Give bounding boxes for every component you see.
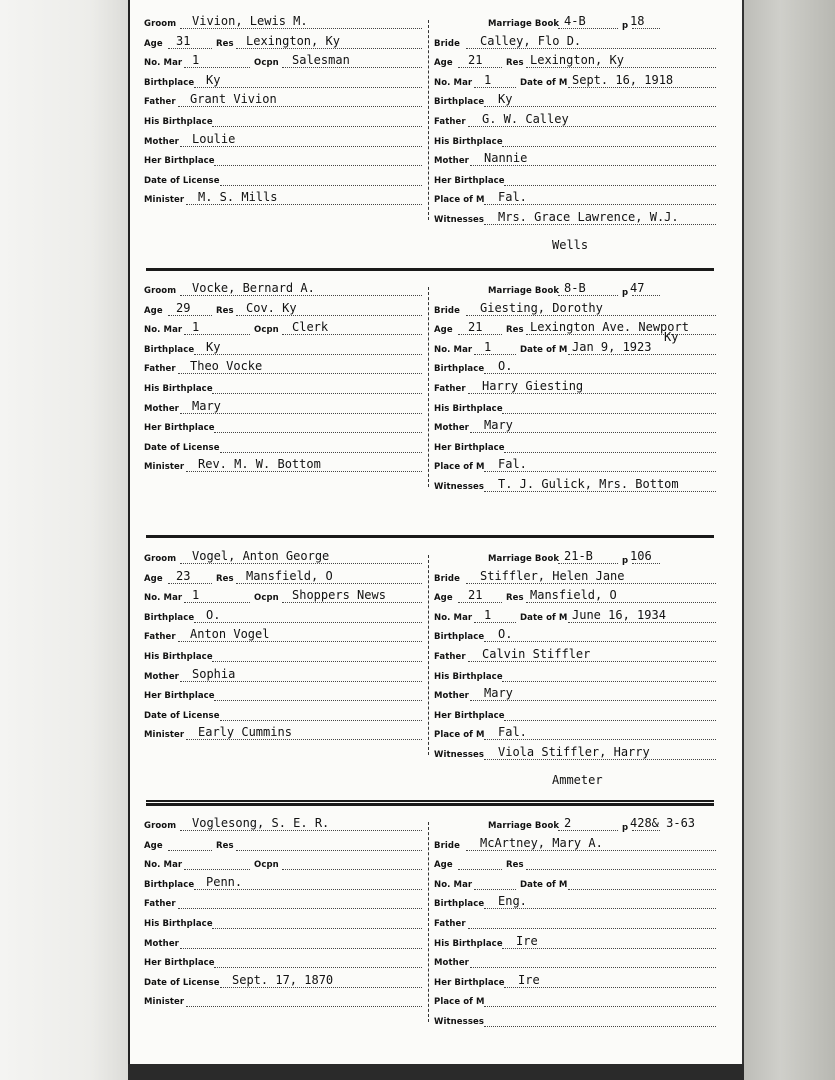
bride-mother-label: Mother	[434, 958, 469, 969]
marriage-book-label: Marriage Book	[488, 286, 560, 296]
groom-age-label: Age	[144, 38, 163, 49]
bride-res-label: Res	[506, 860, 524, 871]
groom-res-line	[236, 315, 422, 316]
groom-mother-value: Sophia	[192, 666, 236, 681]
bride-father-label: Father	[434, 919, 466, 929]
bride-place-of-m-value: Fal.	[498, 457, 527, 472]
groom-age-line	[168, 850, 212, 851]
groom-no_mar-line	[184, 869, 250, 870]
groom-ocpn-label: Ocpn	[254, 860, 279, 871]
marriage-book-page-label: p	[622, 21, 629, 31]
groom-father-label: Father	[144, 97, 176, 108]
groom-name-value: Vivion, Lewis M.	[192, 14, 308, 28]
groom-ocpn-value: Clerk	[292, 320, 329, 335]
bride-place-of-m-line	[484, 471, 716, 472]
groom-ocpn-label: Ocpn	[254, 325, 279, 336]
marriage-book-line	[558, 295, 618, 296]
groom-his-birthplace-line	[212, 928, 422, 929]
groom-his-birthplace-line	[212, 661, 422, 662]
marriage-book-page-label: p	[622, 556, 629, 566]
bride-birthplace-line	[484, 908, 716, 909]
bride-witnesses-line	[484, 1026, 716, 1027]
bride-father-value: Calvin Stiffler	[482, 647, 591, 661]
bride-no-mar-line	[474, 87, 516, 88]
bride-witnesses-label: Witnesses	[434, 1017, 485, 1027]
bride-his-birthplace-label: His Birthplace	[434, 403, 503, 414]
groom-mother-label: Mother	[144, 938, 179, 949]
bride-age-label: Age	[434, 58, 453, 69]
marriage-book-page-value: 106	[630, 549, 652, 563]
groom-birthplace-value: Ky	[206, 339, 221, 354]
bride-bride-line	[466, 48, 716, 49]
column-divider	[428, 20, 430, 220]
groom-res-value: Cov. Ky	[246, 300, 297, 315]
marriage-book-page-label: p	[622, 823, 629, 833]
groom-groom-line	[180, 28, 422, 29]
bride-name-value: McArtney, Mary A.	[480, 835, 603, 850]
groom-age-line	[168, 315, 212, 316]
groom-birthplace-label: Birthplace	[144, 612, 195, 623]
marriage-book-label: Marriage Book	[488, 19, 560, 29]
bride-father-line	[468, 126, 716, 127]
groom-mother-label: Mother	[144, 136, 179, 147]
marriage-book-value: 21-B	[564, 549, 593, 563]
groom-groom-line	[180, 830, 422, 831]
bride-bride-line	[466, 850, 716, 851]
bride-bride-label: Bride	[434, 840, 460, 851]
groom-date-of-license-line	[220, 452, 422, 453]
marriage-book-value: 4-B	[564, 14, 586, 28]
groom-birthplace-label: Birthplace	[144, 77, 195, 88]
record-card	[128, 0, 744, 1072]
bride-no-mar-line	[474, 354, 516, 355]
groom-res-line	[236, 850, 422, 851]
groom-groom-label: Groom	[144, 19, 177, 29]
bride-age-value: 21	[468, 53, 483, 68]
groom-her-birthplace-line	[214, 432, 422, 433]
groom-res-line	[236, 583, 422, 584]
page-bottom-edge	[128, 1064, 744, 1080]
groom-date-of-license-value: Sept. 17, 1870	[232, 972, 334, 987]
groom-no_mar-line	[184, 602, 250, 603]
groom-her-birthplace-label: Her Birthplace	[144, 691, 215, 702]
bride-date-of-m-value: Jan 9, 1923	[572, 339, 652, 354]
groom-name-value: Vocke, Bernard A.	[192, 281, 315, 295]
bride-place-of-m-value: Fal.	[498, 190, 527, 205]
bride-birthplace-value: Eng.	[498, 894, 527, 909]
bride-age-line	[458, 67, 502, 68]
bride-mother-label: Mother	[434, 156, 469, 167]
bride-his-birthplace-label: His Birthplace	[434, 671, 503, 682]
bride-date-of-m-value: June 16, 1934	[572, 607, 666, 622]
groom-minister-value: M. S. Mills	[198, 190, 278, 205]
bride-birthplace-value: O.	[498, 359, 513, 374]
bride-date-of-m-value: Sept. 16, 1918	[572, 72, 674, 87]
groom-father-line	[178, 373, 422, 374]
bride-witnesses-line	[484, 491, 716, 492]
bride-age-line	[458, 869, 502, 870]
groom-his-birthplace-line	[212, 126, 422, 127]
groom-age-label: Age	[144, 573, 163, 584]
groom-res-label: Res	[216, 305, 234, 316]
groom-his-birthplace-label: His Birthplace	[144, 919, 213, 929]
groom-minister-line	[186, 1006, 422, 1007]
marriage-book-page-value: 47	[630, 281, 645, 295]
bride-no-mar-line	[474, 889, 516, 890]
bride-birthplace-line	[484, 373, 716, 374]
bride-witnesses-line	[484, 759, 716, 760]
record-separator	[146, 268, 714, 271]
groom-ocpn-label: Ocpn	[254, 593, 279, 604]
groom-birthplace-line	[194, 354, 422, 355]
groom-minister-label: Minister	[144, 195, 185, 206]
bride-res-label: Res	[506, 593, 524, 604]
groom-res-line	[236, 48, 422, 49]
bride-father-line	[468, 661, 716, 662]
bride-her-birthplace-line	[504, 987, 716, 988]
groom-minister-value: Rev. M. W. Bottom	[198, 457, 321, 472]
groom-age-value: 29	[176, 300, 191, 315]
bride-her-birthplace-label: Her Birthplace	[434, 977, 505, 988]
marriage-book-line	[558, 830, 618, 831]
bride-date-of-m-label: Date of M	[520, 612, 568, 623]
groom-her-birthplace-label: Her Birthplace	[144, 958, 215, 969]
groom-minister-value: Early Cummins	[198, 725, 292, 740]
record-separator	[146, 803, 714, 806]
groom-father-line	[178, 106, 422, 107]
bride-father-label: Father	[434, 652, 466, 662]
bride-bride-label: Bride	[434, 305, 460, 316]
groom-ocpn-line	[282, 602, 422, 603]
groom-name-value: Voglesong, S. E. R.	[192, 816, 330, 830]
bride-her-birthplace-line	[504, 452, 716, 453]
bride-no-mar-label: No. Mar	[434, 77, 473, 88]
bride-his-birthplace-line	[502, 146, 716, 147]
bride-no-mar-line	[474, 622, 516, 623]
marriage-book-label: Marriage Book	[488, 821, 560, 831]
bride-place-of-m-line	[484, 739, 716, 740]
groom-res-value: Lexington, Ky	[246, 33, 340, 48]
groom-minister-line	[186, 739, 422, 740]
bride-father-label: Father	[434, 117, 466, 127]
bride-mother-value: Mary	[484, 686, 513, 701]
bride-date-of-m-line	[568, 622, 716, 623]
groom-date-of-license-line	[220, 987, 422, 988]
groom-ocpn-value: Salesman	[292, 53, 350, 68]
bride-no-mar-value: 1	[484, 72, 492, 87]
bride-date-of-m-line	[568, 354, 716, 355]
groom-no-mar-value: 1	[192, 53, 200, 68]
bride-birthplace-label: Birthplace	[434, 632, 485, 643]
groom-her-birthplace-label: Her Birthplace	[144, 156, 215, 167]
groom-no-mar-label: No. Mar	[144, 593, 183, 604]
bride-mother-label: Mother	[434, 691, 469, 702]
groom-date-of-license-label: Date of License	[144, 175, 220, 186]
marriage-book-page-line	[632, 28, 660, 29]
bride-age-line	[458, 334, 502, 335]
bride-res-line	[526, 334, 716, 335]
bride-birthplace-line	[484, 106, 716, 107]
groom-minister-label: Minister	[144, 730, 185, 741]
groom-groom-line	[180, 563, 422, 564]
bride-age-label: Age	[434, 860, 453, 871]
groom-father-line	[178, 641, 422, 642]
bride-father-line	[468, 928, 716, 929]
bride-birthplace-label: Birthplace	[434, 364, 485, 375]
groom-age-label: Age	[144, 840, 163, 851]
bride-witnesses-continued-value: Wells	[552, 237, 589, 252]
groom-date-of-license-line	[220, 185, 422, 186]
groom-no-mar-value: 1	[192, 320, 200, 335]
groom-birthplace-line	[194, 622, 422, 623]
groom-ocpn-label: Ocpn	[254, 58, 279, 69]
groom-ocpn-line	[282, 334, 422, 335]
bride-witnesses-value: T. J. Gulick, Mrs. Bottom	[498, 477, 679, 491]
bride-mother-value: Nannie	[484, 151, 528, 166]
groom-age-label: Age	[144, 305, 163, 316]
groom-birthplace-line	[194, 889, 422, 890]
groom-his-birthplace-label: His Birthplace	[144, 117, 213, 127]
bride-no-mar-value: 1	[484, 339, 492, 354]
bride-mother-line	[470, 165, 716, 166]
groom-minister-label: Minister	[144, 462, 185, 473]
groom-age-line	[168, 583, 212, 584]
bride-res-value: Lexington Ave. Newport	[530, 320, 689, 335]
groom-his-birthplace-line	[212, 393, 422, 394]
bride-date-of-m-line	[568, 87, 716, 88]
groom-no_mar-line	[184, 334, 250, 335]
groom-birthplace-line	[194, 87, 422, 88]
column-divider	[428, 555, 430, 755]
bride-birthplace-value: O.	[498, 627, 513, 642]
groom-minister-line	[186, 471, 422, 472]
groom-ocpn-value: Shoppers News	[292, 588, 386, 603]
marriage-book-page-line	[632, 563, 660, 564]
bride-her-birthplace-value: Ire	[518, 972, 540, 987]
groom-res-value: Mansfield, O	[246, 568, 333, 583]
marriage-book-page-value: 428& 3-63	[630, 816, 696, 830]
bride-place-of-m-line	[484, 204, 716, 205]
groom-father-line	[178, 908, 422, 909]
bride-no-mar-label: No. Mar	[434, 879, 473, 890]
marriage-book-value: 2	[564, 816, 572, 830]
bride-age-value: 21	[468, 320, 483, 335]
bride-father-label: Father	[434, 384, 466, 394]
bride-birthplace-value: Ky	[498, 92, 513, 107]
groom-father-label: Father	[144, 899, 176, 910]
bride-res-line	[526, 67, 716, 68]
bride-age-label: Age	[434, 325, 453, 336]
marriage-book-line	[558, 28, 618, 29]
bride-father-value: Harry Giesting	[482, 379, 584, 393]
groom-birthplace-label: Birthplace	[144, 344, 195, 355]
groom-mother-line	[180, 146, 422, 147]
groom-his-birthplace-label: His Birthplace	[144, 384, 213, 394]
bride-res-line	[526, 869, 716, 870]
bride-age-label: Age	[434, 593, 453, 604]
bride-his-birthplace-value: Ire	[516, 933, 538, 948]
bride-age-value: 21	[468, 588, 483, 603]
bride-name-value: Calley, Flo D.	[480, 33, 582, 48]
bride-her-birthplace-label: Her Birthplace	[434, 175, 505, 186]
groom-age-value: 31	[176, 33, 191, 48]
bride-bride-label: Bride	[434, 38, 460, 49]
groom-groom-label: Groom	[144, 821, 177, 831]
groom-her-birthplace-line	[214, 967, 422, 968]
bride-mother-label: Mother	[434, 423, 469, 434]
groom-groom-line	[180, 295, 422, 296]
bride-bride-line	[466, 583, 716, 584]
groom-mother-line	[180, 948, 422, 949]
bride-birthplace-label: Birthplace	[434, 97, 485, 108]
groom-no-mar-label: No. Mar	[144, 860, 183, 871]
groom-res-label: Res	[216, 840, 234, 851]
bride-res-continued-value: Ky	[664, 330, 679, 345]
column-divider	[428, 822, 430, 1022]
groom-birthplace-value: Ky	[206, 72, 221, 87]
bride-name-value: Giesting, Dorothy	[480, 300, 603, 315]
groom-date-of-license-label: Date of License	[144, 442, 220, 453]
bride-name-value: Stiffler, Helen Jane	[480, 568, 625, 583]
scan-background-right	[744, 0, 835, 1080]
bride-no-mar-value: 1	[484, 607, 492, 622]
groom-groom-label: Groom	[144, 286, 177, 296]
groom-groom-label: Groom	[144, 554, 177, 564]
bride-res-value: Mansfield, O	[530, 588, 617, 603]
bride-witnesses-line	[484, 224, 716, 225]
record-separator	[146, 800, 714, 802]
groom-her-birthplace-label: Her Birthplace	[144, 423, 215, 434]
bride-birthplace-line	[484, 641, 716, 642]
bride-her-birthplace-line	[504, 185, 716, 186]
groom-mother-label: Mother	[144, 403, 179, 414]
bride-her-birthplace-line	[504, 720, 716, 721]
groom-minister-label: Minister	[144, 997, 185, 1008]
bride-witnesses-continued-value: Ammeter	[552, 772, 603, 787]
column-divider	[428, 287, 430, 487]
groom-birthplace-label: Birthplace	[144, 879, 195, 890]
bride-mother-line	[470, 432, 716, 433]
marriage-book-page-label: p	[622, 288, 629, 298]
bride-age-line	[458, 602, 502, 603]
bride-place-of-m-label: Place of M	[434, 997, 485, 1008]
groom-res-label: Res	[216, 38, 234, 49]
groom-mother-value: Loulie	[192, 131, 236, 146]
bride-witnesses-label: Witnesses	[434, 215, 485, 225]
bride-res-value: Lexington, Ky	[530, 53, 624, 68]
groom-father-label: Father	[144, 632, 176, 643]
groom-mother-line	[180, 681, 422, 682]
bride-res-label: Res	[506, 58, 524, 69]
groom-ocpn-line	[282, 67, 422, 68]
record-separator	[146, 535, 714, 538]
bride-mother-line	[470, 700, 716, 701]
bride-date-of-m-label: Date of M	[520, 77, 568, 88]
groom-res-label: Res	[216, 573, 234, 584]
groom-date-of-license-line	[220, 720, 422, 721]
groom-father-value: Grant Vivion	[190, 92, 277, 107]
groom-mother-line	[180, 413, 422, 414]
groom-no-mar-value: 1	[192, 588, 200, 603]
marriage-book-page-value: 18	[630, 14, 645, 28]
marriage-book-line	[558, 563, 618, 564]
groom-date-of-license-label: Date of License	[144, 710, 220, 721]
groom-mother-value: Mary	[192, 398, 221, 413]
groom-age-line	[168, 48, 212, 49]
bride-res-label: Res	[506, 325, 524, 336]
groom-her-birthplace-line	[214, 700, 422, 701]
groom-birthplace-value: Penn.	[206, 874, 243, 889]
groom-father-label: Father	[144, 364, 176, 375]
groom-age-value: 23	[176, 568, 191, 583]
scan-background-left	[0, 0, 128, 1080]
bride-father-value: G. W. Calley	[482, 112, 569, 126]
bride-his-birthplace-line	[502, 681, 716, 682]
bride-no-mar-label: No. Mar	[434, 344, 473, 355]
groom-name-value: Vogel, Anton George	[192, 549, 330, 563]
bride-birthplace-label: Birthplace	[434, 899, 485, 910]
bride-place-of-m-label: Place of M	[434, 730, 485, 741]
groom-birthplace-value: O.	[206, 607, 221, 622]
bride-her-birthplace-label: Her Birthplace	[434, 442, 505, 453]
bride-date-of-m-label: Date of M	[520, 344, 568, 355]
bride-his-birthplace-label: His Birthplace	[434, 938, 503, 949]
groom-mother-label: Mother	[144, 671, 179, 682]
groom-ocpn-line	[282, 869, 422, 870]
bride-his-birthplace-line	[502, 948, 716, 949]
groom-father-value: Theo Vocke	[190, 359, 263, 374]
bride-bride-label: Bride	[434, 573, 460, 584]
marriage-book-page-line	[632, 295, 660, 296]
bride-place-of-m-value: Fal.	[498, 725, 527, 740]
groom-no-mar-label: No. Mar	[144, 58, 183, 69]
bride-witnesses-label: Witnesses	[434, 750, 485, 760]
bride-date-of-m-label: Date of M	[520, 879, 568, 890]
marriage-book-page-line	[632, 830, 660, 831]
bride-mother-line	[470, 967, 716, 968]
groom-no_mar-line	[184, 67, 250, 68]
bride-res-line	[526, 602, 716, 603]
groom-no-mar-label: No. Mar	[144, 325, 183, 336]
bride-place-of-m-label: Place of M	[434, 462, 485, 473]
bride-his-birthplace-line	[502, 413, 716, 414]
bride-witnesses-value: Mrs. Grace Lawrence, W.J.	[498, 210, 679, 224]
bride-place-of-m-label: Place of M	[434, 195, 485, 206]
bride-her-birthplace-label: Her Birthplace	[434, 710, 505, 721]
bride-witnesses-value: Viola Stiffler, Harry	[498, 745, 650, 759]
bride-father-line	[468, 393, 716, 394]
bride-his-birthplace-label: His Birthplace	[434, 136, 503, 147]
groom-her-birthplace-line	[214, 165, 422, 166]
groom-father-value: Anton Vogel	[190, 627, 270, 642]
groom-date-of-license-label: Date of License	[144, 977, 220, 988]
bride-mother-value: Mary	[484, 418, 513, 433]
bride-place-of-m-line	[484, 1006, 716, 1007]
groom-minister-line	[186, 204, 422, 205]
bride-bride-line	[466, 315, 716, 316]
bride-date-of-m-line	[568, 889, 716, 890]
bride-no-mar-label: No. Mar	[434, 612, 473, 623]
marriage-book-value: 8-B	[564, 281, 586, 295]
groom-his-birthplace-label: His Birthplace	[144, 652, 213, 662]
marriage-book-label: Marriage Book	[488, 554, 560, 564]
bride-witnesses-label: Witnesses	[434, 482, 485, 492]
